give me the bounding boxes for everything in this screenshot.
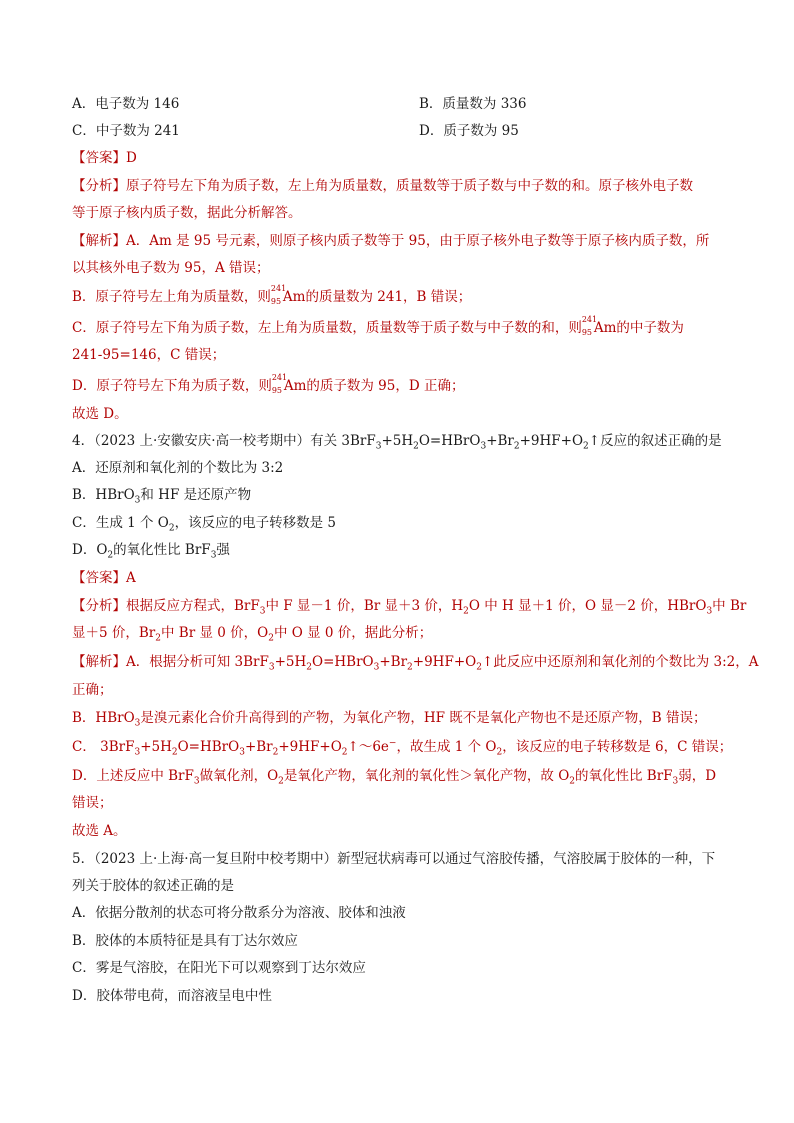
- q4-option-c: C．生成 1 个 $O_2$，该反应的电子转移数是 5: [72, 515, 336, 534]
- q4-answer: 【答案】A: [72, 570, 136, 586]
- q3-explain-line-d: D．原子符号左下角为质子数，则 241 95 Am的质子数为 95，D 正确；: [72, 373, 465, 395]
- nuclide-am-241: 241 95: [581, 315, 598, 337]
- q3-analysis-line-1: 【分析】原子符号左下角为质子数，左上角为质量数，质量数等于质子数与中子数的和。原子核外电子数: [72, 178, 693, 194]
- q3-explain-line-b: B．原子符号左上角为质量数，则 241 95 Am的质量数为 241，B 错误；: [72, 284, 472, 306]
- q5-option-d: D．胶体带电荷，而溶液呈电中性: [72, 988, 272, 1004]
- q5-option-a: A．依据分散剂的状态可将分散系分为溶液、胶体和浊液: [72, 905, 406, 921]
- q4-option-a: A．还原剂和氧化剂的个数比为 3:2: [72, 460, 284, 476]
- q4-explain-line-a: 【解析】A．根据分析可知 $3BrF_3+5H_2O=HBrO_3+Br_2+9HF+O_2↑$此反应中还原剂和氧化剂的个数比为 3:2，A: [72, 654, 759, 673]
- q4-explain-line-c: C． $3BrF_3+5H_2O=HBrO_3+Br_2+9HF+O_2↑\sim 6e^-$，故生成 1 个 $O_2$，该反应的电子转移数是 6，C 错误；: [72, 738, 733, 758]
- q4-analysis-line-1: 【分析】根据反应方程式，BrF$_3$中 F 显－1 价，Br 显＋3 价，$H_2O$ 中 H 显＋1 价，O 显－2 价，HBrO$_3$中 Br: [72, 598, 747, 617]
- q3-conclusion: 故选 D。: [72, 406, 128, 422]
- q3-option-b: B．质量数为 336: [419, 96, 527, 112]
- q4-explain-line-d2: 错误；: [72, 795, 113, 811]
- q4-analysis-line-2: 显＋5 价，$Br_2$中 Br 显 0 价，$O_2$中 O 显 0 价，据此分析；: [72, 625, 433, 644]
- q3-options-row-2: [72, 121, 519, 141]
- nuclide-am-241: 241 95: [271, 373, 288, 395]
- q3-option-a: A．电子数为 146: [72, 96, 180, 112]
- q4-option-b: B．HBrO$_3$和 HF 是还原产物: [72, 487, 252, 506]
- q4-explain-line-d: D．上述反应中 BrF$_3$做氧化剂，$O_2$是氧化产物，氧化剂的氧化性＞氧化产物，故 $O_2$的氧化性比 BrF$_3$弱，D: [72, 768, 717, 787]
- q5-option-c: C．雾是气溶胶，在阳光下可以观察到丁达尔效应: [72, 960, 366, 976]
- q5-option-b: B．胶体的本质特征是具有丁达尔效应: [72, 933, 298, 949]
- nuclide-am-241: 241 95: [270, 284, 287, 306]
- q3-analysis-line-2: 等于原子核内质子数，据此分析解答。: [72, 205, 302, 221]
- q4-explain-line-b: B．HBrO$_3$是溴元素化合价升高得到的产物，为氧化产物，HF 既不是氧化产物也不是还原产物，B 错误；: [72, 710, 707, 729]
- q3-explain-line-a2: 以其核外电子数为 95，A 错误；: [72, 260, 270, 276]
- q3-explain-line-c2: 241-95=146，C 错误；: [72, 347, 226, 363]
- q3-explain-line-c: C．原子符号左下角为质子数，左上角为质量数，质量数等于质子数与中子数的和，则 241 95 Am的中子数为: [72, 315, 684, 337]
- q5-stem-line-1: 5．（2023 上·上海·高一复旦附中校考期中）新型冠状病毒可以通过气溶胶传播，气溶胶属于胶体的一种，下: [72, 851, 716, 867]
- q3-options-row-1: [72, 94, 527, 114]
- q3-explain-line-a1: 【解析】A．Am 是 95 号元素，则原子核内质子数等于 95，由于原子核外电子数等于原子核内质子数，所: [72, 233, 710, 249]
- q5-stem-line-2: 列关于胶体的叙述正确的是: [72, 878, 234, 894]
- q3-option-d: D．质子数为 95: [419, 123, 519, 139]
- q4-stem: 4．（2023 上·安徽安庆·高一校考期中）有关 $3BrF_3+5H_2O=HBrO_3+Br_2+9HF+O_2↑$反应的叙述正确的是: [72, 433, 722, 452]
- q4-option-d: D．$O_2$的氧化性比 BrF$_3$强: [72, 542, 230, 561]
- q4-explain-line-a2: 正确；: [72, 682, 113, 698]
- q3-option-c: C．中子数为 241: [72, 123, 180, 139]
- q4-conclusion: 故选 A。: [72, 823, 127, 839]
- q3-answer: 【答案】D: [72, 150, 137, 166]
